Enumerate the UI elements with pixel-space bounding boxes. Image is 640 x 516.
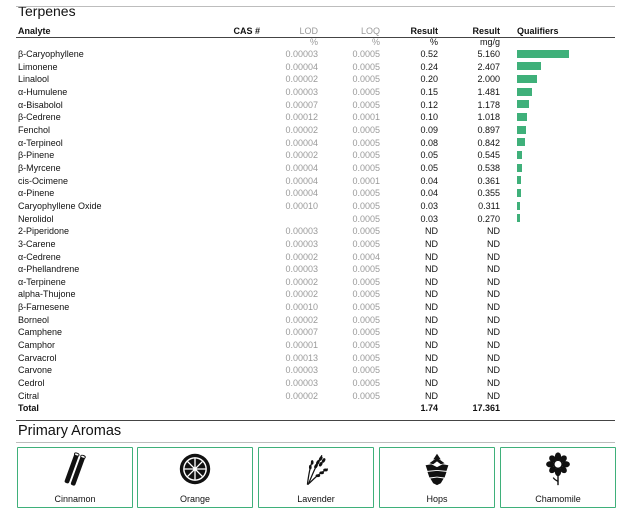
lod-cell: 0.00003 — [285, 49, 318, 59]
qualifier-cell — [500, 288, 634, 301]
cas-cell — [198, 162, 260, 175]
result-mg-cell: ND — [487, 302, 500, 313]
loq-cell: 0.0005 — [352, 302, 380, 313]
result-mg-cell: 0.355 — [477, 188, 500, 199]
loq-cell: 0.0005 — [352, 226, 380, 237]
loq-cell: 0.0005 — [352, 49, 380, 59]
analyte-cell: 2-Piperidone — [18, 226, 70, 237]
result-mg-cell: 0.361 — [477, 175, 500, 186]
result-mg-cell: 2.000 — [477, 74, 500, 85]
qualifier-cell — [500, 187, 634, 200]
loq-cell: 0.0005 — [352, 74, 380, 85]
analyte-cell: Limonene — [18, 61, 58, 72]
result-pct-cell: 0.52 — [420, 49, 438, 59]
loq-cell: 0.0005 — [352, 238, 380, 249]
cas-cell — [198, 225, 260, 238]
qualifier-cell — [500, 263, 634, 276]
cas-cell — [198, 175, 260, 188]
cas-cell — [198, 200, 260, 213]
loq-cell: 0.0005 — [352, 137, 380, 148]
qualifier-cell — [500, 137, 634, 150]
table-row — [16, 301, 634, 314]
header-lod: LOD — [299, 26, 318, 36]
result-bar — [517, 113, 527, 121]
result-pct-cell: ND — [425, 238, 438, 249]
lod-cell: 0.00004 — [285, 188, 318, 199]
analyte-cell: 3-Carene — [18, 238, 56, 249]
cas-cell — [198, 276, 260, 289]
table-header-row — [16, 26, 634, 37]
cas-cell — [198, 390, 260, 403]
qualifier-cell — [500, 364, 634, 377]
analyte-cell: Camphene — [18, 327, 63, 338]
aroma-label: Hops — [426, 494, 448, 504]
table-row — [16, 124, 634, 137]
result-bar — [517, 100, 529, 108]
table-row — [16, 73, 634, 86]
qualifier-cell — [500, 301, 634, 314]
result-mg-cell: ND — [487, 289, 500, 300]
table-row — [16, 137, 634, 150]
loq-cell: 0.0005 — [352, 61, 380, 72]
analyte-cell: Carvacrol — [18, 352, 57, 363]
lod-cell: 0.00004 — [285, 61, 318, 72]
loq-cell: 0.0005 — [352, 213, 380, 224]
result-pct-cell: 0.05 — [420, 150, 438, 161]
result-mg-cell: ND — [487, 238, 500, 249]
hops-icon — [380, 451, 494, 487]
lod-cell: 0.00012 — [285, 112, 318, 123]
section-title: Terpenes — [18, 3, 76, 19]
result-pct-cell: ND — [425, 251, 438, 262]
cas-cell — [198, 326, 260, 339]
result-mg-cell: 1.178 — [477, 99, 500, 110]
aroma-card-lavender — [258, 447, 374, 508]
loq-cell: 0.0005 — [352, 150, 380, 161]
lod-cell: 0.00003 — [285, 264, 318, 275]
result-pct-cell: 0.03 — [420, 200, 438, 211]
qualifier-cell — [500, 200, 634, 213]
table-bottom-divider — [16, 420, 615, 421]
table-row — [16, 263, 634, 276]
cas-cell — [198, 86, 260, 99]
analyte-cell: β-Myrcene — [18, 162, 61, 173]
aromas-row — [17, 447, 616, 508]
result-mg-cell: ND — [487, 340, 500, 351]
table-row — [16, 390, 634, 403]
result-bar — [517, 151, 522, 159]
result-pct-cell: ND — [425, 390, 438, 401]
aroma-card-chamomile — [500, 447, 616, 508]
table-row — [16, 251, 634, 264]
table-row — [16, 288, 634, 301]
analyte-cell: α-Phellandrene — [18, 264, 80, 275]
header-analyte: Analyte — [18, 26, 51, 36]
cas-cell — [198, 377, 260, 390]
lod-cell: 0.00004 — [285, 162, 318, 173]
analyte-cell: Borneol — [18, 314, 50, 325]
table-row — [16, 276, 634, 289]
lod-cell — [260, 213, 318, 226]
lod-cell: 0.00002 — [285, 251, 318, 262]
analyte-cell: α-Humulene — [18, 86, 68, 97]
analyte-cell: α-Terpinene — [18, 276, 66, 287]
result-bar — [517, 164, 522, 172]
lod-cell: 0.00002 — [285, 390, 318, 401]
top-divider — [16, 6, 615, 7]
header-cas: CAS # — [233, 26, 260, 36]
result-pct-cell: ND — [425, 378, 438, 389]
lod-cell: 0.00002 — [285, 74, 318, 85]
header-qualifiers: Qualifiers — [517, 26, 559, 36]
loq-cell: 0.0005 — [352, 124, 380, 135]
cas-cell — [198, 187, 260, 200]
lod-cell: 0.00001 — [285, 340, 318, 351]
loq-cell: 0.0001 — [352, 112, 380, 123]
loq-cell: 0.0005 — [352, 86, 380, 97]
loq-cell: 0.0005 — [352, 188, 380, 199]
cas-cell — [198, 288, 260, 301]
loq-cell: 0.0005 — [352, 162, 380, 173]
cas-cell — [198, 263, 260, 276]
qualifier-cell — [500, 390, 634, 403]
orange-icon — [138, 451, 252, 487]
lod-cell: 0.00004 — [285, 137, 318, 148]
analyte-cell: alpha-Thujone — [18, 289, 76, 300]
result-mg-cell: ND — [487, 314, 500, 325]
table-row — [16, 213, 634, 226]
loq-cell: 0.0005 — [352, 365, 380, 376]
qualifier-cell — [500, 238, 634, 251]
result-mg-cell: ND — [487, 378, 500, 389]
analyte-cell: Camphor — [18, 340, 56, 351]
loq-cell: 0.0005 — [352, 314, 380, 325]
result-pct-cell: 0.10 — [420, 112, 438, 123]
result-mg-cell: ND — [487, 226, 500, 237]
cas-cell — [198, 301, 260, 314]
analyte-cell: Carvone — [18, 365, 53, 376]
result-pct-cell: 0.08 — [420, 137, 438, 148]
result-pct-cell: 0.04 — [420, 188, 438, 199]
qualifier-cell — [500, 339, 634, 352]
cas-cell — [198, 137, 260, 150]
lod-cell: 0.00003 — [285, 365, 318, 376]
aroma-card-cinnamon — [17, 447, 133, 508]
table-row — [16, 200, 634, 213]
qualifier-cell — [500, 162, 634, 175]
result-mg-cell: 0.842 — [477, 137, 500, 148]
terpenes-table — [16, 26, 634, 415]
result-bar — [517, 75, 537, 83]
result-bar — [517, 88, 532, 96]
lod-cell: 0.00007 — [285, 99, 318, 110]
lavender-icon — [259, 451, 373, 487]
aroma-card-orange — [137, 447, 253, 508]
result-mg-cell: ND — [487, 276, 500, 287]
result-mg-cell: 0.270 — [477, 213, 500, 224]
cas-cell — [198, 238, 260, 251]
cinnamon-icon — [18, 451, 132, 487]
analyte-cell: β-Caryophyllene — [18, 49, 84, 59]
lod-cell: 0.00002 — [285, 314, 318, 325]
result-pct-cell: ND — [425, 289, 438, 300]
table-row — [16, 162, 634, 175]
result-bar — [517, 176, 521, 184]
table-row — [16, 326, 634, 339]
lod-cell: 0.00002 — [285, 124, 318, 135]
table-row — [16, 225, 634, 238]
aromas-divider — [16, 442, 615, 443]
aroma-label: Chamomile — [535, 494, 581, 504]
table-row — [16, 364, 634, 377]
result-mg-cell: 5.160 — [477, 49, 500, 59]
table-row — [16, 111, 634, 124]
result-pct-cell: 0.05 — [420, 162, 438, 173]
analyte-cell: Caryophyllene Oxide — [18, 200, 102, 211]
loq-cell: 0.0005 — [352, 276, 380, 287]
qualifier-cell — [500, 61, 634, 74]
cas-cell — [198, 48, 260, 61]
qualifier-cell — [500, 86, 634, 99]
cas-cell — [198, 149, 260, 162]
cas-cell — [198, 111, 260, 124]
units-row — [16, 37, 634, 48]
qualifier-cell — [500, 99, 634, 112]
analyte-cell: Citral — [18, 390, 40, 401]
analyte-cell: Nerolidol — [18, 213, 54, 224]
unit-result-mg: mg/g — [479, 37, 500, 47]
table-row — [16, 86, 634, 99]
result-mg-cell: ND — [487, 352, 500, 363]
result-mg-cell: 1.481 — [477, 86, 500, 97]
result-pct-cell: 0.20 — [420, 74, 438, 85]
analyte-cell: cis-Ocimene — [18, 175, 69, 186]
loq-cell: 0.0005 — [352, 340, 380, 351]
qualifier-cell — [500, 314, 634, 327]
qualifier-cell — [500, 225, 634, 238]
table-row — [16, 48, 634, 61]
result-bar — [517, 62, 541, 70]
lod-cell: 0.00007 — [285, 327, 318, 338]
result-pct-cell: 0.04 — [420, 175, 438, 186]
table-row — [16, 314, 634, 327]
result-pct-cell: ND — [425, 340, 438, 351]
loq-cell: 0.0005 — [352, 378, 380, 389]
loq-cell: 0.0005 — [352, 200, 380, 211]
result-mg-cell: ND — [487, 365, 500, 376]
qualifier-cell — [500, 73, 634, 86]
loq-cell: 0.0005 — [352, 327, 380, 338]
lod-cell: 0.00004 — [285, 175, 318, 186]
lod-cell: 0.00010 — [285, 200, 318, 211]
analyte-cell: Linalool — [18, 74, 50, 85]
total-label: Total — [18, 403, 39, 414]
lod-cell: 0.00003 — [285, 86, 318, 97]
header-result-pct: Result — [410, 26, 438, 36]
cas-cell — [198, 352, 260, 365]
qualifier-cell — [500, 352, 634, 365]
total-row — [16, 402, 634, 415]
result-pct-cell: ND — [425, 365, 438, 376]
qualifier-cell — [500, 149, 634, 162]
result-mg-cell: ND — [487, 390, 500, 401]
qualifier-cell — [500, 175, 634, 188]
chamomile-icon — [501, 451, 615, 487]
table-row — [16, 99, 634, 112]
loq-cell: 0.0005 — [352, 390, 380, 401]
header-result-mg: Result — [472, 26, 500, 36]
loq-cell: 0.0004 — [352, 251, 380, 262]
lod-cell: 0.00010 — [285, 302, 318, 313]
qualifier-cell — [500, 48, 634, 61]
cas-cell — [198, 124, 260, 137]
analyte-cell: α-Pinene — [18, 188, 55, 199]
result-pct-cell: 0.12 — [420, 99, 438, 110]
qualifier-cell — [500, 326, 634, 339]
result-bar — [517, 189, 521, 197]
result-pct-cell: ND — [425, 327, 438, 338]
aroma-label: Cinnamon — [54, 494, 96, 504]
table-row — [16, 339, 634, 352]
header-divider — [16, 37, 615, 38]
total-mg: 17.361 — [472, 403, 500, 414]
result-mg-cell: 0.311 — [478, 200, 500, 211]
lod-cell: 0.00003 — [285, 226, 318, 237]
table-row — [16, 187, 634, 200]
analyte-cell: β-Pinene — [18, 150, 55, 161]
result-pct-cell: ND — [425, 352, 438, 363]
result-pct-cell: ND — [425, 302, 438, 313]
qualifier-cell — [500, 377, 634, 390]
aroma-card-hops — [379, 447, 495, 508]
lod-cell: 0.00002 — [285, 150, 318, 161]
lod-cell: 0.00002 — [285, 276, 318, 287]
result-pct-cell: 0.03 — [420, 213, 438, 224]
cas-cell — [198, 314, 260, 327]
lod-cell: 0.00013 — [285, 352, 318, 363]
qualifier-cell — [500, 276, 634, 289]
loq-cell: 0.0005 — [352, 264, 380, 275]
qualifier-cell — [500, 111, 634, 124]
cas-cell — [198, 251, 260, 264]
result-mg-cell: ND — [487, 327, 500, 338]
result-mg-cell: ND — [487, 251, 500, 262]
result-pct-cell: ND — [425, 314, 438, 325]
qualifier-cell — [500, 251, 634, 264]
analyte-cell: β-Cedrene — [18, 112, 61, 123]
table-row — [16, 175, 634, 188]
qualifier-cell — [500, 213, 634, 226]
result-mg-cell: 0.545 — [477, 150, 500, 161]
analyte-cell: Cedrol — [18, 378, 45, 389]
header-loq: LOQ — [360, 26, 380, 36]
result-pct-cell: ND — [425, 226, 438, 237]
analyte-cell: β-Farnesene — [18, 302, 70, 313]
aromas-title: Primary Aromas — [18, 423, 122, 439]
result-bar — [517, 126, 526, 134]
result-bar — [517, 214, 520, 222]
unit-loq: % — [371, 37, 380, 47]
table-row — [16, 149, 634, 162]
table-row — [16, 238, 634, 251]
analyte-cell: α-Bisabolol — [18, 99, 63, 110]
result-bar — [517, 138, 525, 146]
result-mg-cell: 0.897 — [477, 124, 500, 135]
aroma-label: Orange — [179, 494, 211, 504]
cas-cell — [198, 73, 260, 86]
result-mg-cell: 2.407 — [477, 61, 500, 72]
analyte-cell: α-Terpineol — [18, 137, 63, 148]
result-mg-cell: 1.018 — [477, 112, 500, 123]
loq-cell: 0.0005 — [352, 289, 380, 300]
result-bar — [517, 202, 520, 210]
total-pct: 1.74 — [420, 403, 438, 414]
loq-cell: 0.0005 — [352, 99, 380, 110]
cas-cell — [198, 364, 260, 377]
aroma-label: Lavender — [297, 494, 335, 504]
cas-cell — [198, 61, 260, 74]
result-pct-cell: ND — [425, 276, 438, 287]
table-row — [16, 61, 634, 74]
unit-result-pct: % — [429, 37, 438, 47]
result-mg-cell: ND — [487, 264, 500, 275]
cas-cell — [198, 339, 260, 352]
result-pct-cell: 0.24 — [420, 61, 438, 72]
analyte-cell: Fenchol — [18, 124, 51, 135]
result-mg-cell: 0.538 — [477, 162, 500, 173]
lod-cell: 0.00003 — [285, 238, 318, 249]
lod-cell: 0.00002 — [285, 289, 318, 300]
cas-cell — [198, 213, 260, 226]
qualifier-cell — [500, 124, 634, 137]
loq-cell: 0.0005 — [352, 352, 380, 363]
loq-cell: 0.0001 — [352, 175, 380, 186]
table-row — [16, 352, 634, 365]
result-pct-cell: 0.15 — [420, 86, 438, 97]
lod-cell: 0.00003 — [285, 378, 318, 389]
analyte-cell: α-Cedrene — [18, 251, 61, 262]
unit-lod: % — [309, 37, 318, 47]
cas-cell — [198, 99, 260, 112]
table-row — [16, 377, 634, 390]
result-pct-cell: 0.09 — [420, 124, 438, 135]
result-bar — [517, 50, 569, 58]
result-pct-cell: ND — [425, 264, 438, 275]
